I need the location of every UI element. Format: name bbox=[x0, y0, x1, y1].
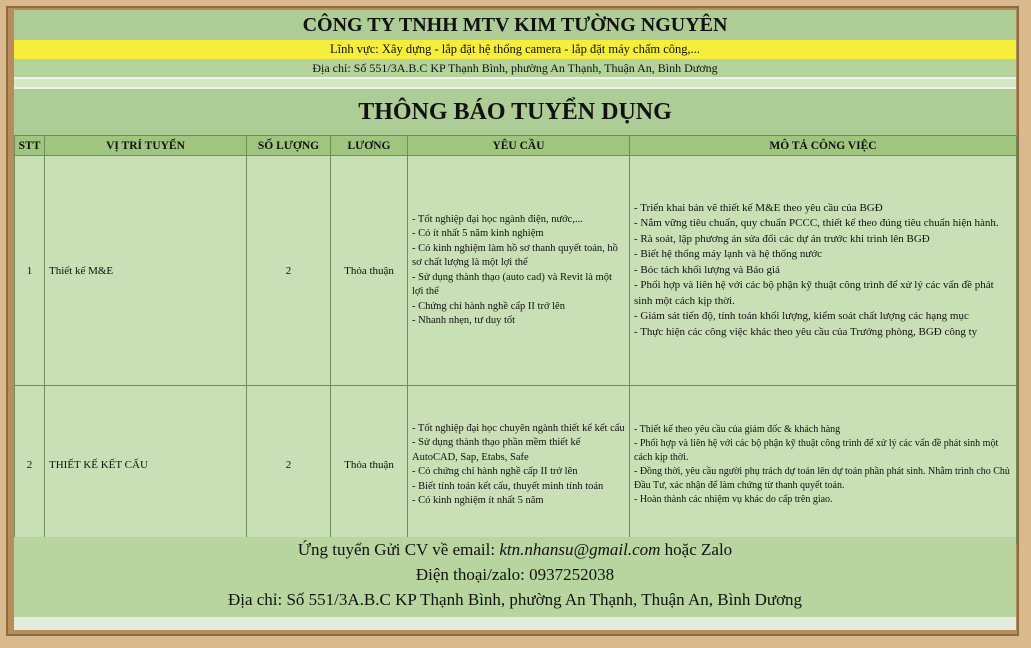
email-link[interactable]: ktn.nhansu@gmail.com bbox=[499, 540, 661, 559]
requirement-item: - Có chứng chỉ hành nghề cấp II trở lên bbox=[412, 466, 578, 477]
requirement-item: - Biết tính toán kết cấu, thuyết minh tính toán bbox=[412, 480, 604, 492]
col-header-quantity: SỐ LƯỢNG bbox=[247, 136, 331, 156]
cell-salary: Thỏa thuận bbox=[331, 156, 408, 386]
requirement-item: - Tốt nghiệp đại học ngành điện, nước,... bbox=[412, 213, 583, 225]
col-header-salary: LƯƠNG bbox=[331, 136, 408, 156]
cell-description bbox=[630, 156, 1017, 386]
cell-position: Thiết kế M&E bbox=[45, 156, 247, 386]
description-item: - Hoàn thành các nhiệm vụ khác do cấp trên giao. bbox=[634, 494, 833, 505]
cell-quantity: 2 bbox=[247, 156, 331, 386]
col-header-requirements: YÊU CẦU bbox=[408, 136, 630, 156]
requirement-item: - Tốt nghiệp đại học chuyên ngành thiết kế kết cấu bbox=[412, 422, 625, 434]
job-table bbox=[14, 135, 1017, 545]
description-item: - Rà soát, lập phương án sửa đổi các dự án trước khi trình lên BGĐ bbox=[634, 232, 930, 245]
cell-quantity: 2 bbox=[247, 386, 331, 545]
cell-salary: Thỏa thuận bbox=[331, 386, 408, 545]
apply-suffix: hoặc Zalo bbox=[660, 540, 733, 559]
requirement-item: - Nhanh nhẹn, tư duy tốt bbox=[412, 315, 516, 326]
description-item: - Thực hiện các công việc khác theo yêu cầu của Trưởng phòng, BGĐ công ty bbox=[634, 325, 978, 338]
business-field: Lĩnh vực: Xây dựng - lắp đặt hệ thống camera - lắp đặt máy chấm công,... bbox=[14, 40, 1016, 59]
requirement-item: - Sử dụng thành thạo (auto cad) và Revit là một lợi thế bbox=[412, 271, 612, 297]
requirement-item: - Có kinh nghiệm ít nhất 5 năm bbox=[412, 495, 544, 506]
apply-prefix: Ứng tuyển Gửi CV về email: bbox=[297, 540, 500, 559]
cell-description bbox=[630, 386, 1017, 545]
contact-footer bbox=[14, 537, 1016, 617]
requirement-item: - Có kinh nghiệm làm hồ sơ thanh quyết toán, hồ sơ chất lượng là một lợi thế bbox=[412, 242, 618, 268]
cell-position: THIẾT KẾ KẾT CẤU bbox=[45, 386, 247, 545]
page-title: THÔNG BÁO TUYỂN DỤNG bbox=[14, 89, 1016, 135]
company-address: Địa chỉ: Số 551/3A.B.C KP Thạnh Bình, phường An Thạnh, Thuận An, Bình Dương bbox=[14, 59, 1016, 77]
description-item: - Biết hệ thống máy lạnh và hệ thống nước bbox=[634, 248, 823, 261]
col-header-stt: STT bbox=[15, 136, 45, 156]
description-item: - Nắm vững tiêu chuẩn, quy chuẩn PCCC, thiết kế theo đúng tiêu chuẩn hiện hành. bbox=[634, 217, 999, 230]
requirement-item: - Có ít nhất 5 năm kinh nghiệm bbox=[412, 228, 544, 239]
table-row bbox=[15, 156, 1017, 386]
divider bbox=[14, 79, 1016, 87]
description-item: - Triển khai bản vẽ thiết kế M&E theo yêu cầu của BGĐ bbox=[634, 201, 883, 214]
announcement-sheet bbox=[14, 10, 1016, 630]
table-header-row bbox=[15, 136, 1017, 156]
requirement-item: - Chứng chỉ hành nghề cấp II trở lên bbox=[412, 300, 565, 312]
description-item: - Giám sát tiến độ, tính toán khối lượng, kiểm soát chất lượng các hạng mục bbox=[634, 310, 969, 323]
phone-line: Điện thoại/zalo: 0937252038 bbox=[415, 565, 615, 584]
description-item: - Phối hợp và liên hệ với các bộ phận kỹ thuật công trình để xử lý các vấn đề phát sinh một cách kịp thời. bbox=[634, 438, 999, 463]
footer-address: Địa chỉ: Số 551/3A.B.C KP Thạnh Bình, phường An Thạnh, Thuận An, Bình Dương bbox=[227, 590, 803, 609]
description-item: - Phối hợp và liên hệ với các bộ phận kỹ thuật công trình để xử lý các vấn đề phát sinh một cách kịp thời. bbox=[634, 279, 994, 307]
description-item: - Bóc tách khối lượng và Báo giá bbox=[634, 263, 780, 276]
description-item: - Đồng thời, yêu cầu người phụ trách dự toán lên dự toán phần phát sinh. Nhằm trình cho Chủ Đầu Tư, xác nhận để làm chứng từ thanh quyết toán. bbox=[634, 466, 1010, 491]
col-header-description: MÔ TẢ CÔNG VIỆC bbox=[630, 136, 1017, 156]
requirement-item: - Sử dụng thành thạo phần mềm thiết kế AutoCAD, Sap, Etabs, Safe bbox=[412, 437, 581, 463]
company-name: CÔNG TY TNHH MTV KIM TƯỜNG NGUYÊN bbox=[14, 10, 1016, 40]
cell-stt: 2 bbox=[15, 386, 45, 545]
description-item: - Thiết kế theo yêu cầu của giám đốc & khách hàng bbox=[634, 424, 841, 435]
col-header-position: VỊ TRÍ TUYỂN bbox=[45, 136, 247, 156]
cell-stt: 1 bbox=[15, 156, 45, 386]
table-row bbox=[15, 386, 1017, 545]
bottom-strip bbox=[14, 617, 1016, 630]
cell-requirements bbox=[408, 386, 630, 545]
apply-line bbox=[14, 537, 1016, 562]
cell-requirements bbox=[408, 156, 630, 386]
